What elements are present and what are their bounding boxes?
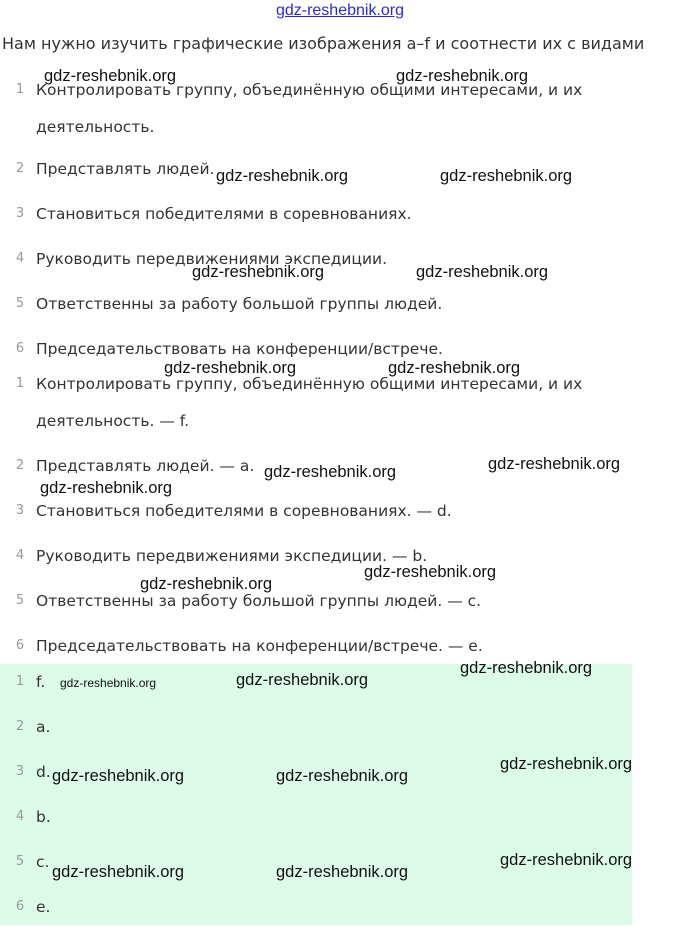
task-text: Председательствовать на конференции/встрече. bbox=[36, 340, 443, 358]
answer-text: f. bbox=[36, 673, 46, 691]
answer-number: 2 bbox=[15, 719, 25, 734]
matched-number: 5 bbox=[15, 593, 25, 608]
matched-number: 6 bbox=[15, 638, 25, 653]
task-text: Руководить передвижениями экспедиции. bbox=[36, 250, 388, 268]
task-number: 4 bbox=[15, 251, 25, 266]
watermark: gdz-reshebnik.org bbox=[396, 67, 529, 85]
task-text: Становиться победителями в соревнованиях. bbox=[36, 205, 412, 223]
watermark: gdz-reshebnik.org bbox=[52, 767, 185, 785]
watermark: gdz-reshebnik.org bbox=[60, 676, 157, 690]
answer-text: d. bbox=[36, 763, 51, 781]
watermark: gdz-reshebnik.org bbox=[440, 167, 573, 185]
answer-number: 6 bbox=[15, 899, 25, 914]
watermark: gdz-reshebnik.org bbox=[500, 755, 633, 773]
matched-text: Становиться победителями в соревнованиях. — d. bbox=[36, 502, 452, 520]
answer-number: 1 bbox=[15, 674, 25, 689]
matched-number: 4 bbox=[15, 548, 25, 563]
task-text: Контролировать группу, объединённую общими интересами, и их деятельность. bbox=[36, 81, 583, 136]
watermark: gdz-reshebnik.org bbox=[364, 563, 497, 581]
answer-number: 3 bbox=[15, 764, 25, 779]
watermark: gdz-reshebnik.org bbox=[44, 67, 177, 85]
watermark: gdz-reshebnik.org bbox=[52, 863, 185, 881]
matched-number: 3 bbox=[15, 503, 25, 518]
answer-block bbox=[0, 664, 632, 925]
watermark: gdz-reshebnik.org bbox=[276, 863, 409, 881]
answer-text: e. bbox=[36, 898, 51, 916]
task-number: 2 bbox=[15, 161, 25, 176]
answer-number: 5 bbox=[15, 854, 25, 869]
watermark: gdz-reshebnik.org bbox=[236, 671, 369, 689]
answer-number: 4 bbox=[15, 809, 25, 824]
watermark: gdz-reshebnik.org bbox=[216, 167, 349, 185]
matched-number: 2 bbox=[15, 458, 25, 473]
intro-text: Нам нужно изучить графические изображения a–f и соотнести их с видами bbox=[2, 34, 645, 53]
watermark: gdz-reshebnik.org bbox=[460, 659, 593, 677]
answer-text: b. bbox=[36, 808, 51, 826]
watermark: gdz-reshebnik.org bbox=[40, 479, 173, 497]
task-number: 3 bbox=[15, 206, 25, 221]
watermark: gdz-reshebnik.org bbox=[388, 359, 521, 377]
watermark: gdz-reshebnik.org bbox=[264, 463, 397, 481]
matched-number: 1 bbox=[15, 376, 25, 391]
matched-text: Председательствовать на конференции/встрече. — e. bbox=[36, 637, 483, 655]
site-header-link[interactable]: gdz-reshebnik.org bbox=[275, 2, 405, 19]
matched-text: Руководить передвижениями экспедиции. — b. bbox=[36, 547, 428, 565]
watermark: gdz-reshebnik.org bbox=[500, 851, 633, 869]
answer-text: c. bbox=[36, 853, 50, 871]
watermark: gdz-reshebnik.org bbox=[164, 359, 297, 377]
answer-text: a. bbox=[36, 718, 51, 736]
watermark: gdz-reshebnik.org bbox=[140, 575, 273, 593]
matched-text: Ответственны за работу большой группы людей. — c. bbox=[36, 592, 482, 610]
matched-text: Представлять людей. — a. bbox=[36, 457, 255, 475]
watermark: gdz-reshebnik.org bbox=[276, 767, 409, 785]
task-number: 5 bbox=[15, 296, 25, 311]
watermark: gdz-reshebnik.org bbox=[192, 263, 325, 281]
task-text: Представлять людей. bbox=[36, 160, 215, 178]
task-number: 1 bbox=[15, 82, 25, 97]
watermark: gdz-reshebnik.org bbox=[416, 263, 549, 281]
task-number: 6 bbox=[15, 341, 25, 356]
task-text: Ответственны за работу большой группы людей. bbox=[36, 295, 443, 313]
watermark: gdz-reshebnik.org bbox=[488, 455, 621, 473]
matched-text: Контролировать группу, объединённую общими интересами, и их деятельность. — f. bbox=[36, 375, 583, 430]
